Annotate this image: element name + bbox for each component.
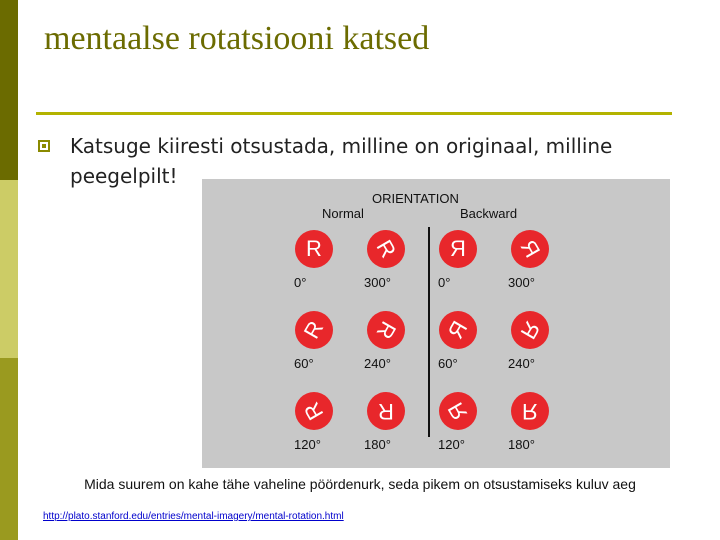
backward-label: Backward [460,206,518,221]
angle-label: 240° [508,356,535,371]
mirrored-letter-disc [439,392,477,430]
mirrored-letter-disc [511,311,549,349]
angle-label: 0° [438,275,451,290]
rotated-letter: R [522,399,538,424]
normal-letter-disc [367,392,405,430]
rotated-letter: R [515,235,546,262]
normal-letter-disc [295,392,333,430]
normal-letter-disc [367,230,405,268]
accent-bar-bottom [0,358,18,540]
rotated-letter: R [378,399,394,424]
angle-label: 60° [294,356,314,371]
rotated-letter: R [442,398,473,425]
mirrored-letter-disc [439,311,477,349]
mirrored-letter-disc [511,392,549,430]
angle-label: 180° [364,437,391,452]
rotated-letter: R [298,316,329,343]
rotated-letter: R [371,317,402,344]
title-divider [36,112,672,115]
rotated-letter: R [298,398,329,425]
column-divider [428,227,430,437]
normal-letter-disc [295,311,333,349]
figure-heading: ORIENTATION [372,191,459,206]
caption: Mida suurem on kahe tähe vaheline pöördenurk, seda pikem on otsustamiseks kuluv aeg [84,476,636,492]
bullet-icon [38,140,50,152]
rotated-letter: R [442,316,473,343]
bullet-text: Katsuge kiiresti otsustada, milline on originaal, milline peegelpilt! [70,134,613,188]
source-link[interactable]: http://plato.stanford.edu/entries/mental-imagery/mental-rotation.html [43,511,344,522]
rotated-letter: R [450,236,466,261]
accent-bar-middle [0,180,18,358]
rotation-figure [202,179,670,468]
angle-label: 120° [438,437,465,452]
rotated-letter: R [515,317,546,344]
angle-label: 0° [294,275,307,290]
mirrored-letter-disc [439,230,477,268]
mirrored-letter-disc [511,230,549,268]
rotated-letter: R [306,236,322,261]
rotated-letter: R [371,235,402,262]
normal-label: Normal [322,206,364,221]
angle-label: 120° [294,437,321,452]
angle-label: 60° [438,356,458,371]
angle-label: 300° [508,275,535,290]
slide-title: mentaalse rotatsiooni katsed [44,20,430,57]
accent-bar-top [0,0,18,180]
normal-letter-disc [367,311,405,349]
angle-label: 240° [364,356,391,371]
normal-letter-disc [295,230,333,268]
angle-label: 300° [364,275,391,290]
angle-label: 180° [508,437,535,452]
